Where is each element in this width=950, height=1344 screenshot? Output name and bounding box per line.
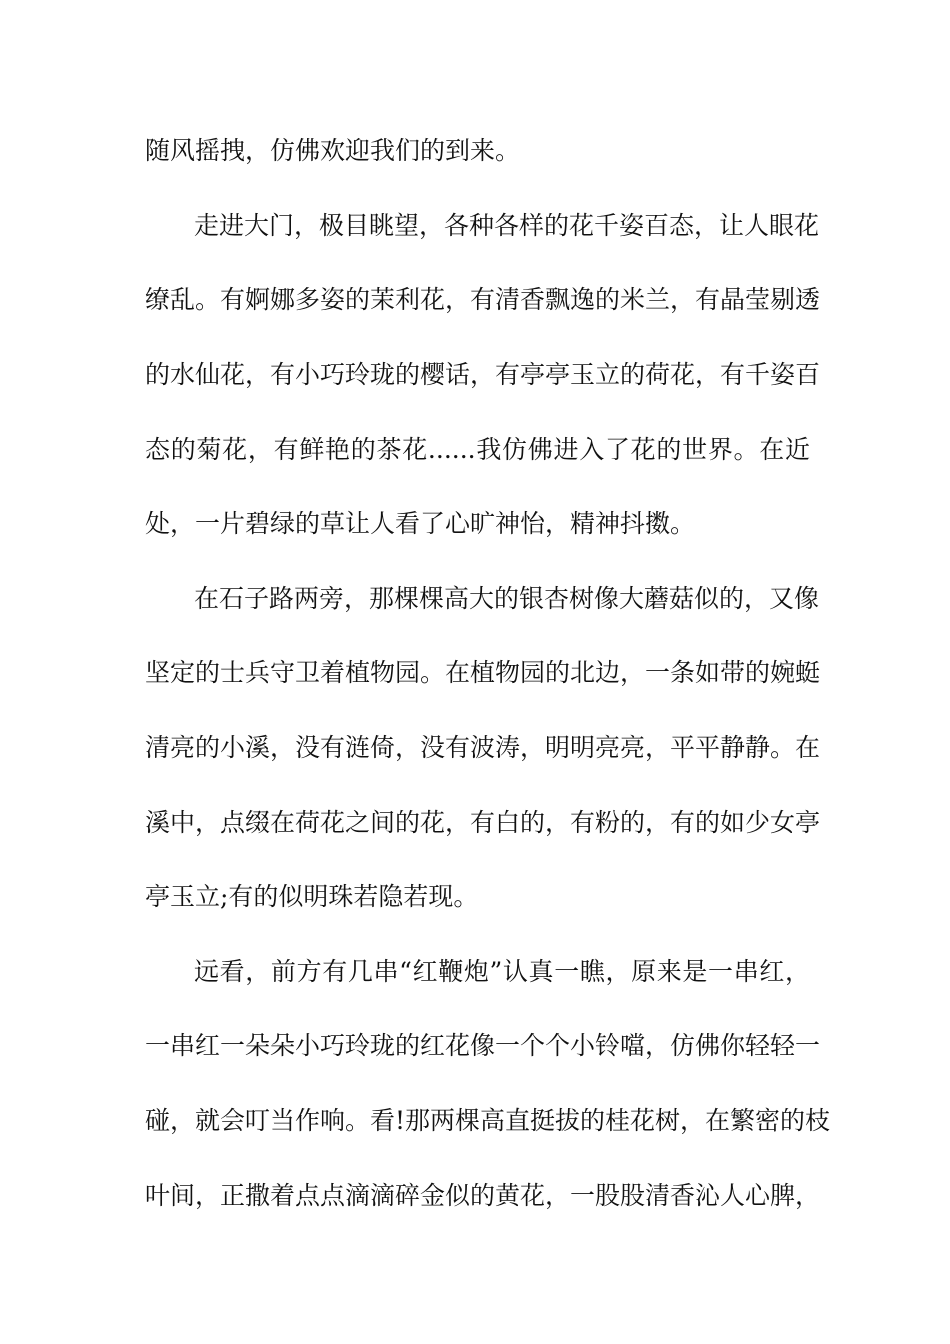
text-line: 的水仙花，有小巧玲珑的樱话，有亭亭玉立的荷花，有千姿百: [145, 360, 821, 389]
text-line: 处，一片碧绿的草让人看了心旷神怡，精神抖擞。: [145, 509, 696, 538]
text-line: 缭乱。有婀娜多姿的茉利花，有清香飘逸的米兰，有晶莹剔透: [145, 285, 821, 314]
paragraph-first-line: 远看，前方有几串“红鞭炮”认真一瞧，原来是一串红，: [194, 957, 810, 986]
text-line: 亭玉立;有的似明珠若隐若现。: [145, 882, 479, 911]
paragraph-first-line: 走进大门，极目眺望，各种各样的花千姿百态，让人眼花: [194, 211, 820, 240]
text-line: 坚定的士兵守卫着植物园。在植物园的北边，一条如带的婉蜓: [145, 658, 821, 687]
text-line: 溪中，点缀在荷花之间的花，有白的，有粉的，有的如少女亭: [145, 808, 821, 837]
text-line: 清亮的小溪，没有涟倚，没有波涛，明明亮亮，平平静静。在: [145, 733, 821, 762]
paragraph-first-line: 在石子路两旁，那棵棵高大的银杏树像大蘑菇似的，又像: [194, 584, 820, 613]
text-line: 态的菊花，有鲜艳的茶花......我仿佛进入了花的世界。在近: [145, 435, 810, 464]
text-line: 一串红一朵朵小巧玲珑的红花像一个个小铃噹，仿佛你轻轻一: [145, 1031, 821, 1060]
text-line: 碰，就会叮当作响。看!那两棵高直挺拔的桂花树，在繁密的枝: [145, 1106, 831, 1135]
text-line: 随风摇拽，仿佛欢迎我们的到来。: [145, 136, 521, 165]
text-line: 叶间，正撒着点点滴滴碎金似的黄花，一股股清香沁人心脾，: [145, 1181, 821, 1210]
